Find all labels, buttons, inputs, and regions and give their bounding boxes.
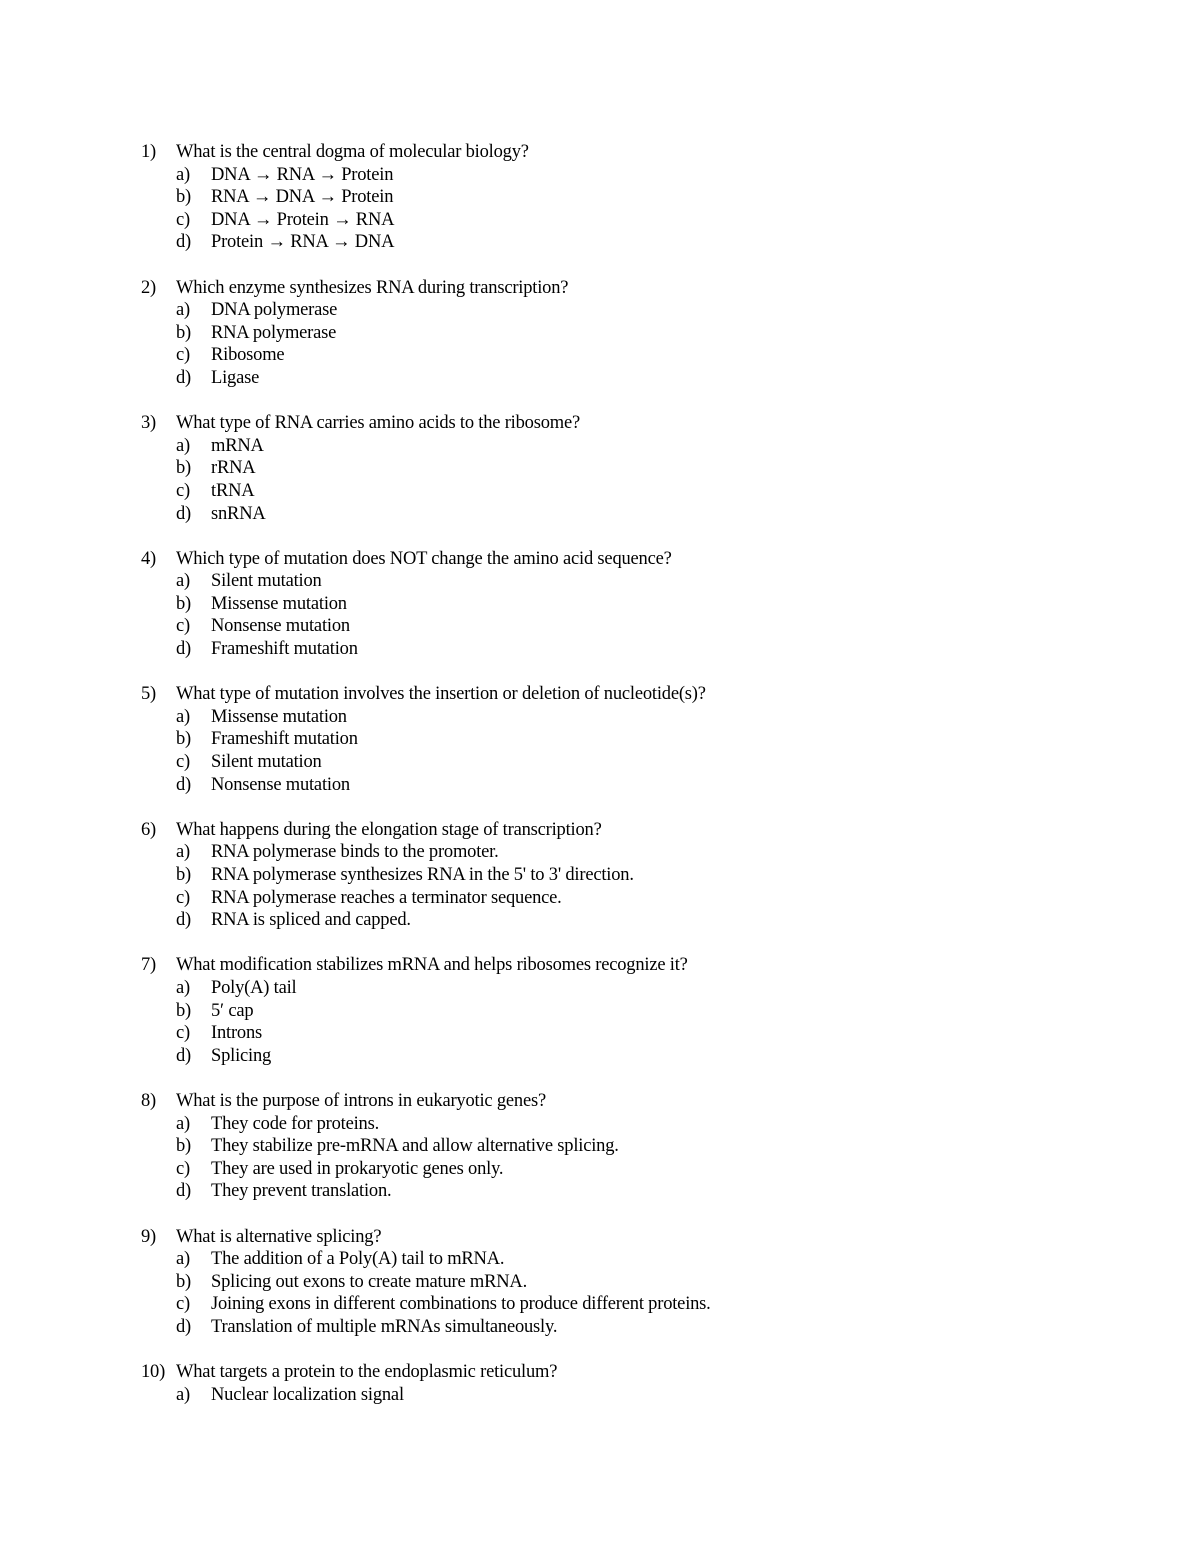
option-text: Splicing [211, 1045, 272, 1066]
answer-option [141, 1045, 1101, 1068]
question-block [141, 683, 1101, 796]
option-text: Nonsense mutation [211, 774, 350, 795]
question-block [141, 412, 1101, 525]
option-text: Joining exons in different combinations to produce different proteins. [211, 1294, 711, 1315]
answer-option [141, 164, 1101, 187]
question-text: What is alternative splicing? [176, 1226, 382, 1247]
question-text: What type of RNA carries amino acids to the ribosome? [176, 413, 580, 434]
question-block [141, 277, 1101, 390]
option-letter: b) [176, 322, 192, 343]
option-text: Introns [211, 1023, 263, 1044]
option-letter: a) [176, 706, 190, 727]
option-text: They are used in prokaryotic genes only. [211, 1158, 504, 1179]
option-text: Ligase [211, 367, 260, 388]
answer-option [141, 231, 1101, 254]
answer-option [141, 367, 1101, 390]
option-text: Nuclear localization signal [211, 1384, 404, 1405]
option-letter: a) [176, 300, 190, 321]
question-line [141, 1090, 1101, 1113]
answer-option [141, 706, 1101, 729]
option-letter: b) [176, 187, 192, 208]
answer-option [141, 1316, 1101, 1339]
question-line [141, 412, 1101, 435]
question-number: 2) [141, 277, 157, 298]
option-letter: b) [176, 1136, 192, 1157]
answer-option [141, 1113, 1101, 1136]
option-text: tRNA [211, 480, 255, 501]
option-text: RNA polymerase [211, 322, 337, 343]
question-number: 9) [141, 1226, 157, 1247]
option-letter: d) [176, 1316, 192, 1337]
answer-option [141, 1135, 1101, 1158]
question-number: 8) [141, 1090, 157, 1111]
option-text: Translation of multiple mRNAs simultaneously. [211, 1316, 558, 1337]
option-text: Splicing out exons to create mature mRNA. [211, 1271, 527, 1292]
option-letter: a) [176, 842, 190, 863]
option-letter: b) [176, 593, 192, 614]
answer-option [141, 1384, 1101, 1407]
answer-option [141, 728, 1101, 751]
option-letter: c) [176, 345, 190, 366]
option-text: Poly(A) tail [211, 977, 297, 998]
answer-option [141, 615, 1101, 638]
answer-option [141, 457, 1101, 480]
option-text: RNA polymerase binds to the promoter. [211, 842, 499, 863]
option-letter: c) [176, 752, 190, 773]
option-letter: a) [176, 1113, 190, 1134]
question-number: 7) [141, 955, 157, 976]
question-line [141, 277, 1101, 300]
option-text: The addition of a Poly(A) tail to mRNA. [211, 1249, 505, 1270]
answer-option [141, 1293, 1101, 1316]
option-text: rRNA [211, 458, 256, 479]
question-block [141, 954, 1101, 1067]
option-letter: d) [176, 232, 192, 253]
option-text: Silent mutation [211, 752, 322, 773]
option-letter: a) [176, 164, 190, 185]
option-letter: c) [176, 1158, 190, 1179]
answer-option [141, 1022, 1101, 1045]
option-letter: c) [176, 480, 190, 501]
answer-option [141, 1248, 1101, 1271]
option-letter: b) [176, 1000, 192, 1021]
option-letter: b) [176, 458, 192, 479]
question-text: What targets a protein to the endoplasmic reticulum? [176, 1362, 558, 1383]
question-line [141, 1226, 1101, 1249]
option-letter: d) [176, 774, 192, 795]
option-letter: d) [176, 1181, 192, 1202]
question-number: 5) [141, 684, 157, 705]
answer-option [141, 299, 1101, 322]
option-text: Missense mutation [211, 593, 347, 614]
question-text: What type of mutation involves the insertion or deletion of nucleotide(s)? [176, 684, 706, 705]
answer-option [141, 322, 1101, 345]
question-number: 6) [141, 819, 157, 840]
question-line [141, 954, 1101, 977]
question-line [141, 819, 1101, 842]
option-letter: c) [176, 616, 190, 637]
question-number: 1) [141, 142, 157, 162]
option-text: 5′ cap [211, 1000, 254, 1021]
option-text: RNA polymerase reaches a terminator sequence. [211, 887, 562, 908]
option-letter: c) [176, 1023, 190, 1044]
option-letter: b) [176, 865, 192, 885]
answer-option [141, 435, 1101, 458]
question-text: What modification stabilizes mRNA and helps ribosomes recognize it? [176, 955, 688, 976]
option-letter: c) [176, 1294, 190, 1315]
option-text: Frameshift mutation [211, 639, 358, 660]
option-letter: a) [176, 1384, 190, 1405]
answer-option [141, 186, 1101, 209]
answer-option [141, 638, 1101, 661]
option-letter: c) [176, 887, 190, 908]
answer-option [141, 1271, 1101, 1294]
question-text: What happens during the elongation stage of transcription? [176, 819, 602, 840]
option-letter: d) [176, 910, 192, 931]
option-letter: a) [176, 571, 190, 592]
answer-option [141, 593, 1101, 616]
option-letter: d) [176, 1045, 192, 1066]
option-text: They prevent translation. [211, 1181, 392, 1202]
answer-option [141, 1000, 1101, 1023]
answer-option [141, 1158, 1101, 1181]
question-text: Which enzyme synthesizes RNA during transcription? [176, 277, 569, 298]
option-letter: a) [176, 1249, 190, 1270]
option-text: mRNA [211, 435, 264, 456]
option-text: RNA → DNA → Protein [211, 187, 394, 208]
question-text: Which type of mutation does NOT change the amino acid sequence? [176, 548, 672, 569]
option-text: DNA polymerase [211, 300, 338, 321]
option-text: DNA → RNA → Protein [211, 164, 394, 185]
question-line [141, 683, 1101, 706]
quiz-document [141, 141, 1101, 1429]
answer-option [141, 864, 1101, 887]
option-letter: a) [176, 435, 190, 456]
question-block [141, 1226, 1101, 1339]
option-text: snRNA [211, 503, 266, 524]
question-line [141, 548, 1101, 571]
question-number: 4) [141, 548, 157, 569]
option-letter: c) [176, 209, 190, 230]
answer-option [141, 774, 1101, 797]
option-text: Protein → RNA → DNA [211, 232, 395, 253]
option-letter: b) [176, 729, 192, 750]
answer-option [141, 977, 1101, 1000]
option-text: They code for proteins. [211, 1113, 380, 1134]
question-block [141, 1090, 1101, 1203]
option-text: RNA polymerase synthesizes RNA in the 5' to 3' direction. [211, 865, 634, 885]
answer-option [141, 209, 1101, 232]
question-block [141, 548, 1101, 661]
question-line [141, 1361, 1101, 1384]
question-text: What is the purpose of introns in eukaryotic genes? [176, 1090, 546, 1111]
option-letter: d) [176, 639, 192, 660]
answer-option [141, 344, 1101, 367]
question-block [141, 819, 1101, 932]
answer-option [141, 480, 1101, 503]
answer-option [141, 909, 1101, 932]
question-text: What is the central dogma of molecular biology? [176, 142, 529, 162]
answer-option [141, 1180, 1101, 1203]
option-text: RNA is spliced and capped. [211, 910, 411, 931]
question-block [141, 1361, 1101, 1406]
question-number: 3) [141, 413, 157, 434]
question-line [141, 141, 1101, 164]
option-text: Ribosome [211, 345, 285, 366]
option-text: Frameshift mutation [211, 729, 358, 750]
option-text: Missense mutation [211, 706, 347, 727]
answer-option [141, 887, 1101, 910]
option-letter: d) [176, 503, 192, 524]
question-block [141, 141, 1101, 254]
option-text: They stabilize pre-mRNA and allow alternative splicing. [211, 1136, 619, 1157]
option-text: Silent mutation [211, 571, 322, 592]
option-text: Nonsense mutation [211, 616, 350, 637]
option-letter: d) [176, 367, 192, 388]
option-letter: b) [176, 1271, 192, 1292]
answer-option [141, 570, 1101, 593]
answer-option [141, 751, 1101, 774]
answer-option [141, 503, 1101, 526]
option-letter: a) [176, 977, 190, 998]
answer-option [141, 841, 1101, 864]
option-text: DNA → Protein → RNA [211, 209, 395, 230]
question-number: 10) [141, 1362, 166, 1383]
